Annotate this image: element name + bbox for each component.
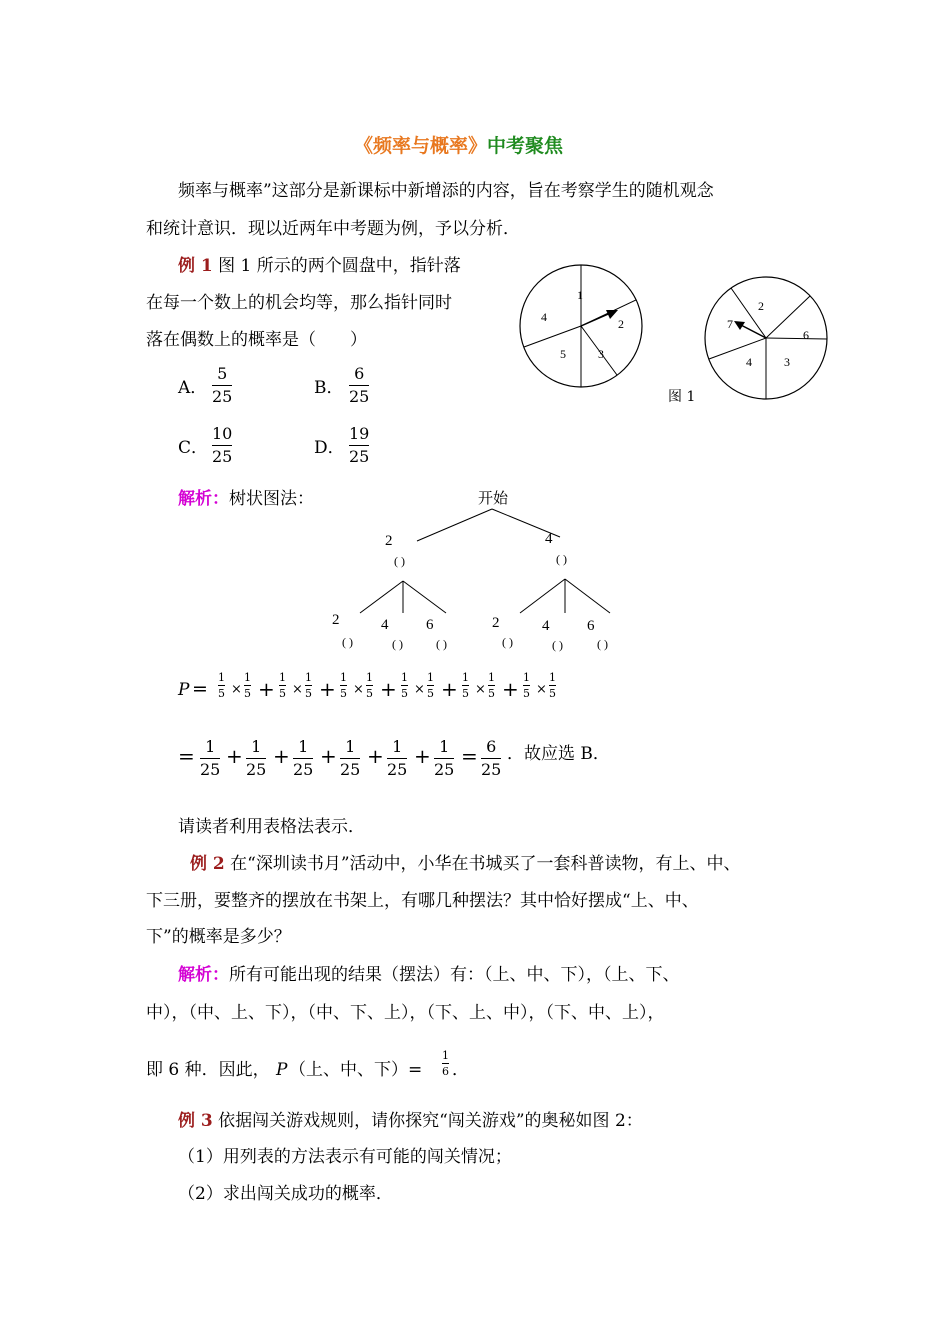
page-title: 《频率与概率》中考聚焦 bbox=[354, 135, 564, 157]
disk1-number: 1 bbox=[577, 288, 583, 302]
tree-level2-node: 4 bbox=[542, 618, 550, 634]
tree-root-label: 开始 bbox=[478, 491, 509, 507]
solution2-line-2: 中），（中、上、下），（中、下、上），（下、上、中），（下、中、上）， bbox=[146, 1003, 665, 1023]
disk2-number: 4 bbox=[746, 355, 752, 369]
disk2-number: 6 bbox=[803, 328, 809, 342]
probability-formula-line-1: P = 1 5 × 1 5 + 1 5 × 1 5 + 1 5 × 1 5 + 1 5 × 1 5 + 1 5 × 1 5 + 1 5 × 1 5 bbox=[178, 671, 556, 701]
tree-level2-paren: ( ) bbox=[342, 635, 353, 649]
tree-level2-node: 6 bbox=[426, 617, 434, 633]
tree-level2-paren: ( ) bbox=[502, 635, 513, 649]
option-a-letter: A． bbox=[178, 378, 208, 398]
disk2-number: 7 bbox=[727, 317, 733, 331]
disk1-number: 4 bbox=[541, 310, 547, 324]
reader-note: 请读者利用表格法表示． bbox=[178, 817, 365, 837]
solution2-line-1: 解析：所有可能出现的结果（摆法）有：（上、中、下），（上、下、 bbox=[178, 965, 680, 985]
example2-line-3: 下”的概率是多少？ bbox=[146, 927, 291, 947]
option-d-letter: D． bbox=[314, 438, 345, 458]
tree-level1-paren: ( ) bbox=[556, 552, 567, 566]
example2-line-1: 例 2 在“深圳读书月”活动中，小华在书城买了一套科普读物，有上、中、 bbox=[190, 854, 741, 874]
example1-line-3: 落在偶数上的概率是（ ） bbox=[146, 330, 367, 350]
intro-line-2: 和统计意识．现以近两年中考题为例，予以分析． bbox=[146, 219, 520, 239]
tree-level2-node: 2 bbox=[492, 615, 500, 631]
intro-line-1: 频率与概率”这部分是新课标中新增添的内容，旨在考察学生的随机观念 bbox=[178, 181, 714, 201]
example3-line-1: 例 3 依据闯关游戏规则，请你探究“闯关游戏”的奥秘如图 2： bbox=[178, 1111, 643, 1131]
disk2-number: 2 bbox=[758, 299, 764, 313]
option-a-fraction: 5 25 bbox=[212, 364, 233, 406]
disk2-number: 3 bbox=[784, 355, 790, 369]
tree-level1-node: 4 bbox=[545, 531, 553, 547]
solution1-heading: 解析：树状图法： bbox=[178, 489, 314, 509]
spinner-disk-1 bbox=[520, 265, 642, 387]
example1-line-1: 例 1 图 1 所示的两个圆盘中，指针落 bbox=[178, 256, 461, 276]
figure-1-caption: 图 1 bbox=[668, 389, 696, 405]
tree-level2-paren: ( ) bbox=[552, 638, 563, 652]
tree-level2-paren: ( ) bbox=[597, 637, 608, 651]
example1-line-2: 在每一个数上的机会均等，那么指针同时 bbox=[146, 293, 452, 313]
disk1-number: 2 bbox=[618, 317, 624, 331]
tree-level2-node: 2 bbox=[332, 612, 340, 628]
example2-line-2: 下三册，要整齐的摆放在书架上，有哪几种摆法？其中恰好摆成“上、中、 bbox=[146, 891, 699, 911]
tree-level1-paren: ( ) bbox=[394, 554, 405, 568]
option-c-letter: C． bbox=[178, 438, 209, 458]
example3-question-2: （2）求出闯关成功的概率． bbox=[178, 1184, 393, 1204]
disk1-number: 5 bbox=[560, 347, 566, 361]
tree-level2-paren: ( ) bbox=[392, 637, 403, 651]
probability-formula-line-2: = 1 25 + 1 25 + 1 25 + 1 25 + 1 25 + 1 25 = 6 25 ．故应选 B． bbox=[178, 737, 610, 779]
spinner-disk-2 bbox=[705, 277, 827, 399]
option-c-fraction: 10 25 bbox=[212, 424, 233, 466]
tree-level2-node: 4 bbox=[381, 617, 389, 633]
option-d-fraction: 19 25 bbox=[349, 424, 370, 466]
option-b-fraction: 6 25 bbox=[349, 364, 370, 406]
option-b-letter: B． bbox=[314, 378, 344, 398]
tree-level2-node: 6 bbox=[587, 618, 595, 634]
solution2-line-3: 即 6 种．因此， P （上、中、下）= 1 6 ． bbox=[146, 1049, 469, 1080]
tree-level2-paren: ( ) bbox=[436, 637, 447, 651]
tree-diagram bbox=[320, 485, 630, 655]
tree-level1-node: 2 bbox=[385, 533, 393, 549]
disk1-number: 3 bbox=[598, 347, 604, 361]
example3-question-1: （1）用列表的方法表示有可能的闯关情况； bbox=[178, 1147, 512, 1167]
